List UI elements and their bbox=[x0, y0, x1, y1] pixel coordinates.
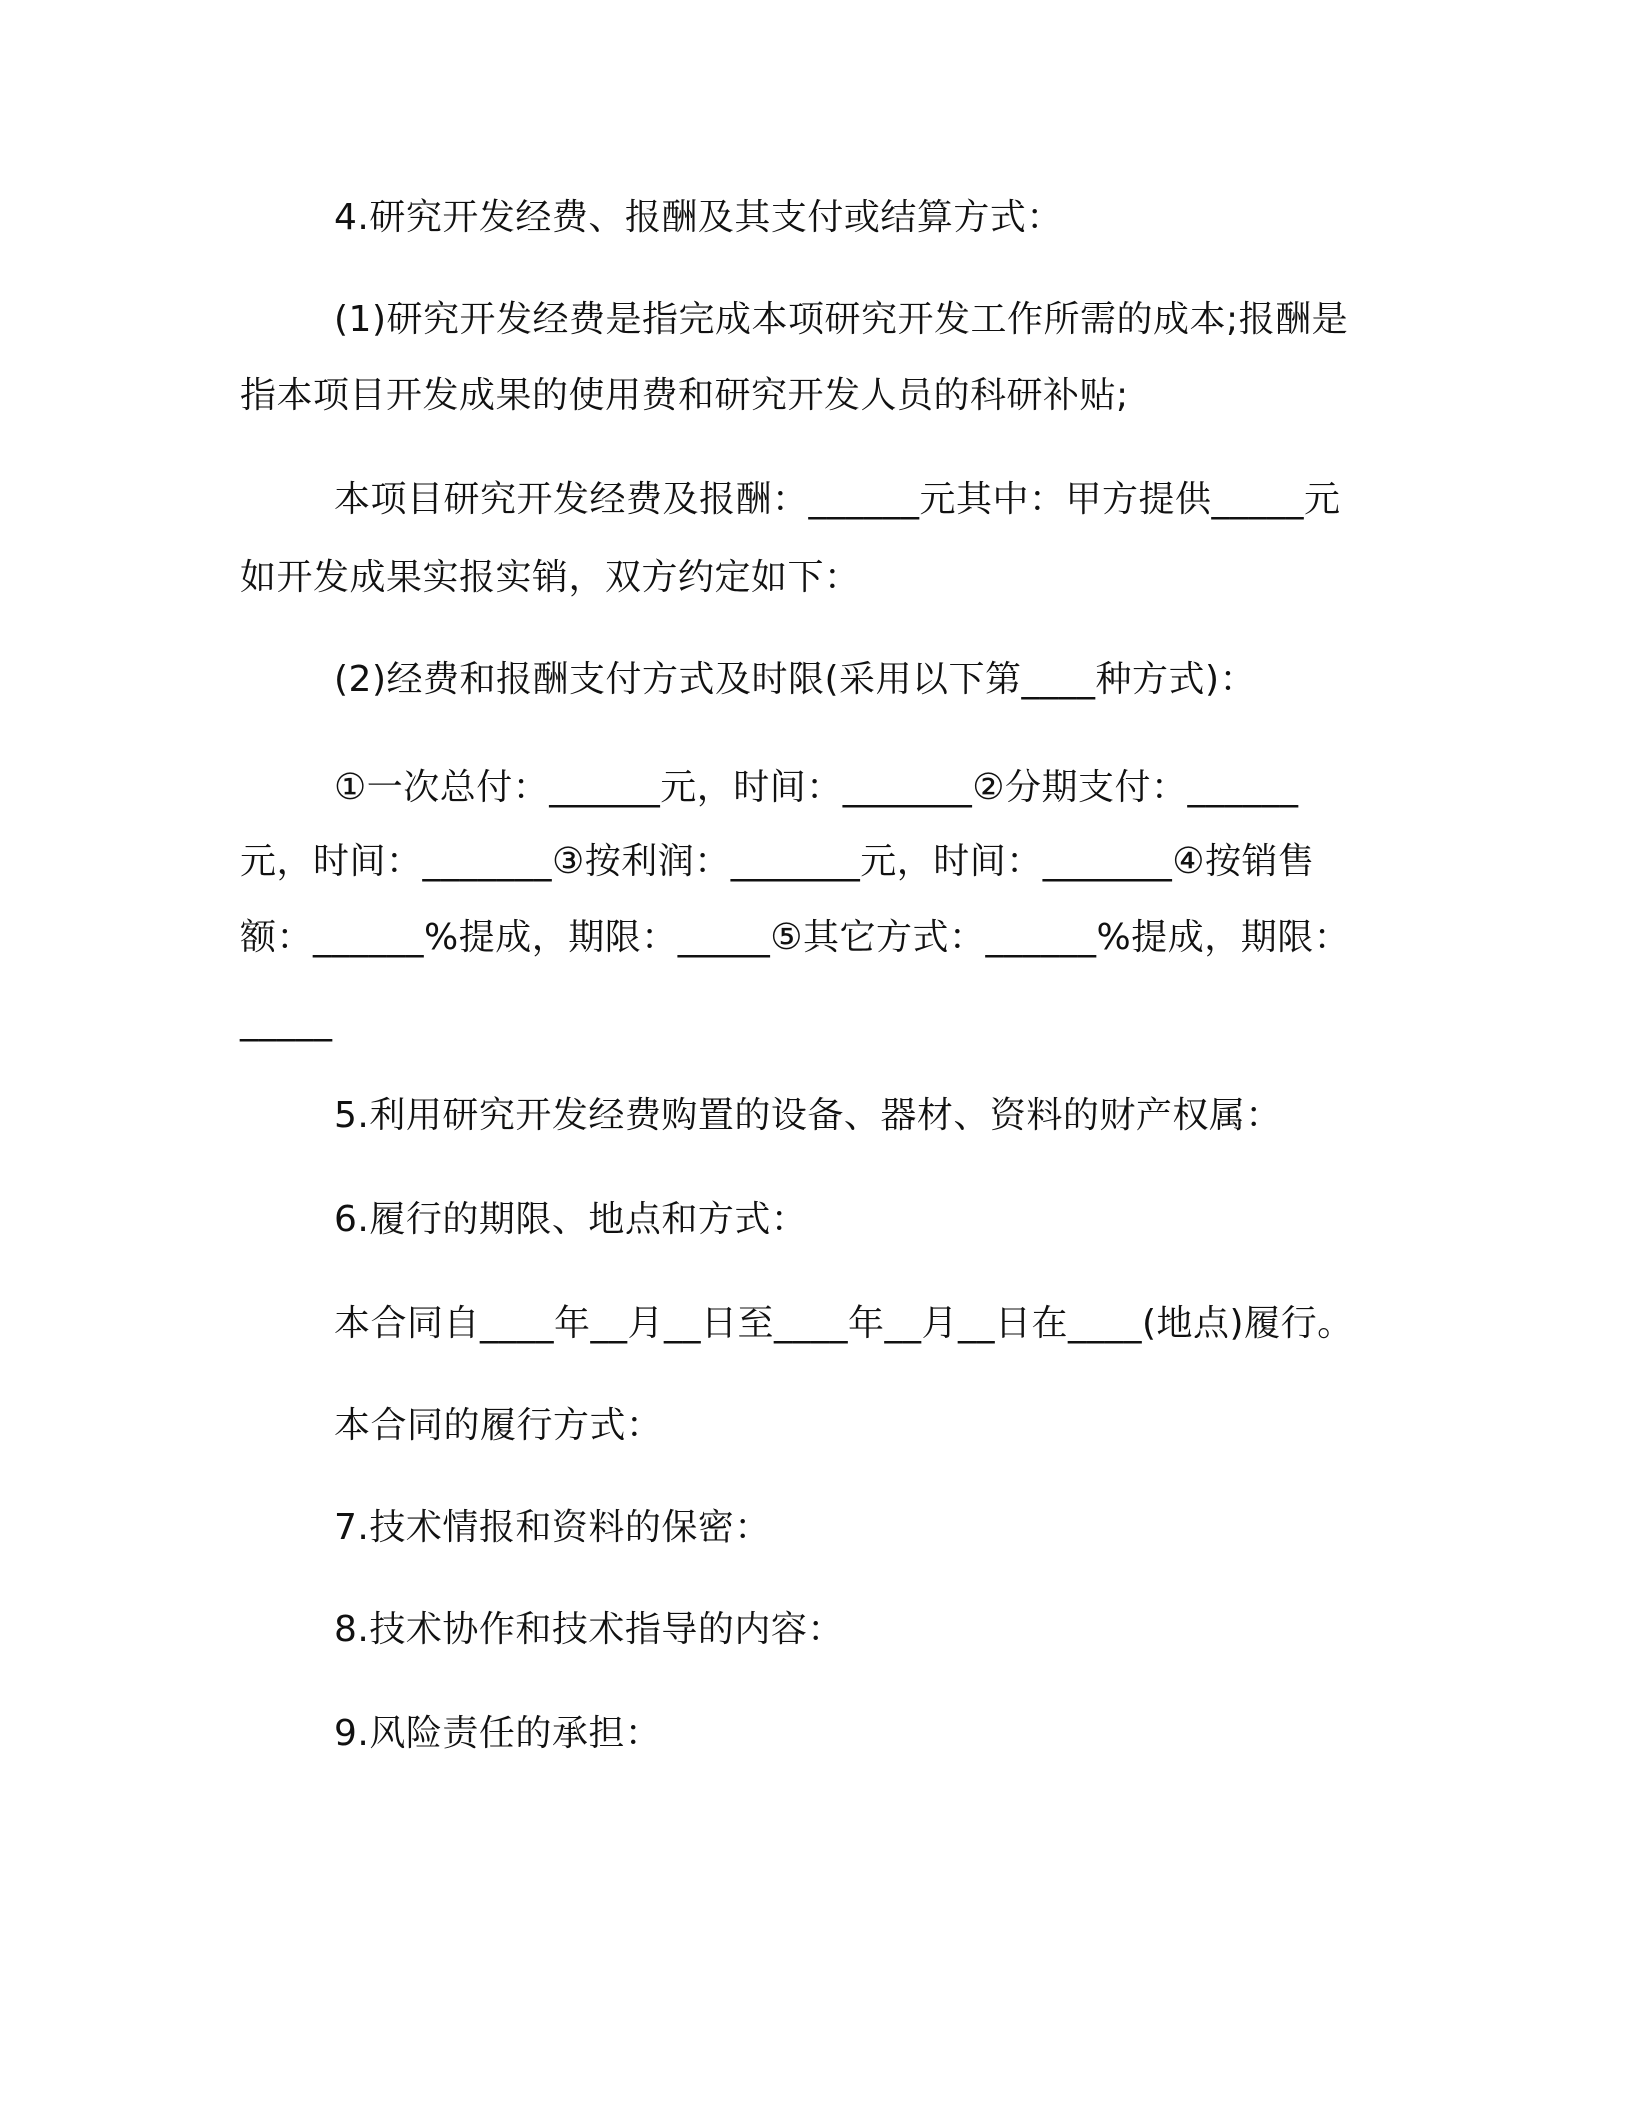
section-9-heading: 9.风险责任的承担： bbox=[334, 1713, 662, 1754]
section-5-heading: 5.利用研究开发经费购置的设备、器材、资料的财产权属： bbox=[334, 1095, 1282, 1136]
payment-options-line-4: _____ bbox=[240, 1001, 333, 1042]
clause-2-text: (2)经费和报酬支付方式及时限(采用以下第____种方式)： bbox=[334, 659, 1257, 700]
section-4-heading: 4.研究开发经费、报酬及其支付或结算方式： bbox=[334, 197, 1063, 238]
performance-method-text: 本合同的履行方式： bbox=[334, 1405, 663, 1446]
clause-1-text-cont: 指本项目开发成果的使用费和研究开发人员的科研补贴; bbox=[240, 375, 1129, 416]
clause-1-text: (1)研究开发经费是指完成本项研究开发工作所需的成本;报酬是 bbox=[334, 299, 1349, 340]
performance-period-text: 本合同自____年__月__日至____年__月__日在____(地点)履行。 bbox=[334, 1303, 1354, 1344]
payment-options-line-3: 额：______%提成，期限：_____⑤其它方式：______%提成，期限： bbox=[240, 917, 1351, 958]
section-6-heading: 6.履行的期限、地点和方式： bbox=[334, 1199, 808, 1240]
payment-options-line-1: ①一次总付：______元，时间：_______②分期支付：______ bbox=[334, 767, 1299, 808]
section-7-heading: 7.技术情报和资料的保密： bbox=[334, 1507, 771, 1548]
payment-options-line-2: 元，时间：_______③按利润：_______元，时间：_______④按销售 bbox=[240, 841, 1315, 882]
section-8-heading: 8.技术协作和技术指导的内容： bbox=[334, 1609, 844, 1650]
funding-agreement-text: 如开发成果实报实销，双方约定如下： bbox=[240, 557, 861, 598]
funding-amount-text: 本项目研究开发经费及报酬：______元其中：甲方提供_____元 bbox=[334, 479, 1341, 520]
